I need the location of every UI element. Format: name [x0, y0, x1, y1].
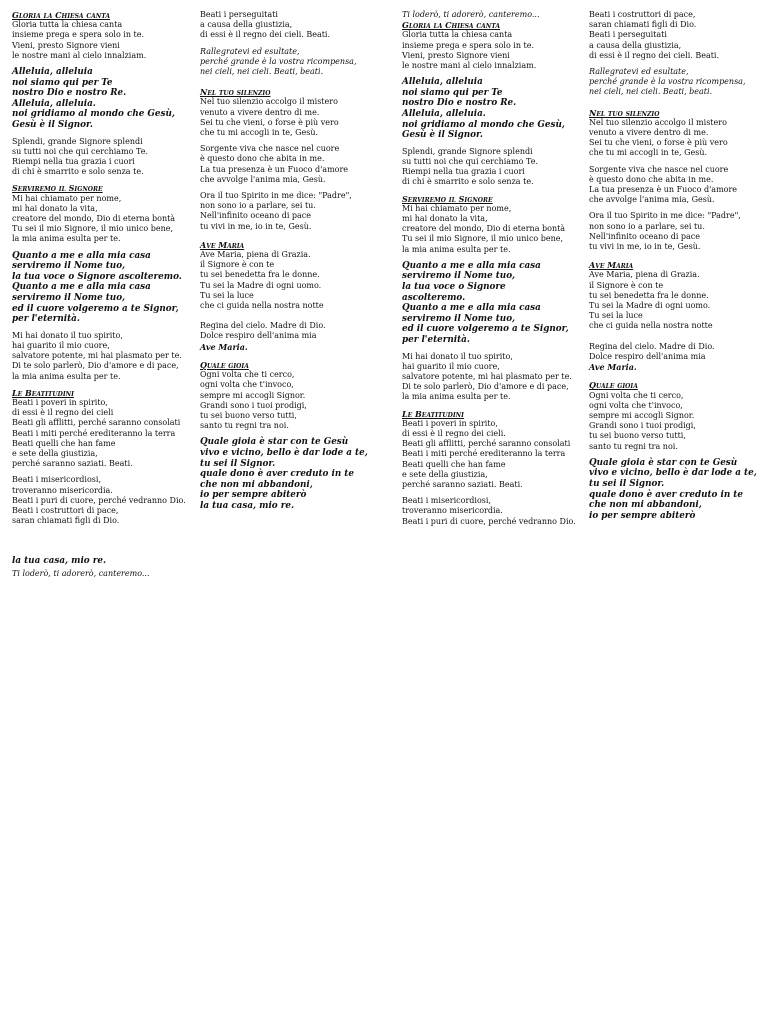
lyric-line: troveranno misericordia.: [402, 506, 503, 516]
refrain-line: vivo e vicino, bello è dar lode a te,: [589, 468, 757, 479]
lyric-line: Mi hai donato il tuo spirito,: [402, 351, 513, 361]
lyric-line: troveranno misericordia.: [12, 485, 113, 495]
stanza: [589, 342, 761, 373]
refrain-line: la tua voce o Signore: [402, 282, 506, 292]
lyric-line: Gloria tutta la chiesa canta: [402, 30, 513, 40]
refrain-line: Gesù è il Signor.: [402, 130, 483, 141]
song-ave-maria: [200, 240, 380, 311]
lyric-line: tu sei buono verso tutti,: [589, 431, 686, 441]
lyric-line: venuto a vivere dentro di me.: [589, 128, 709, 138]
lyric-line: Beati gli afflitti, perché saranno consolati: [402, 439, 571, 449]
lyric-line: è questo dono che abita in me.: [589, 174, 714, 184]
lyric-line: perché saranno saziati. Beati.: [12, 459, 133, 469]
lyric-line: Regina del cielo. Madre di Dio.: [589, 341, 715, 351]
refrain-line: la tua voce o Signore ascolteremo.: [12, 271, 182, 282]
refrain-line: Quanto a me e alla mia casa: [12, 282, 151, 293]
column-3: [402, 10, 580, 533]
lyric-line: tu sei benedetta fra le donne.: [200, 270, 320, 280]
refrain-line: che non mi abbandoni,: [200, 479, 313, 490]
refrain-line: che non mi abbandoni,: [589, 500, 702, 511]
lyric-line: a causa della giustizia,: [200, 20, 293, 30]
lyric-line: tu sei buono verso tutti,: [200, 410, 297, 420]
lyric-line: la mia anima esulta per te.: [12, 234, 121, 244]
song-title: Quale gioia: [589, 380, 638, 391]
lyric-line: Dolce respiro dell'anima mia: [200, 331, 317, 341]
refrain-line: Alleluia, alleluia.: [402, 109, 486, 119]
refrain-line: Quanto a me e alla mia casa: [402, 303, 541, 314]
stanza: [12, 331, 190, 382]
refrain-alleluia: [402, 77, 580, 141]
song-title: Ave Maria: [589, 260, 634, 271]
refrain-line: Quanto a me e alla mia casa: [402, 260, 541, 271]
lyric-line: Ave Maria, piena di Grazia.: [589, 270, 700, 280]
song-title: Gloria la Chiesa canta: [12, 10, 111, 20]
lyric-line: il Signore è con te: [200, 260, 275, 270]
lyric-line: tu vivi in me, io in te, Gesù.: [200, 221, 312, 231]
intro-line: Ti loderò, ti adorerò, canteremo...: [402, 10, 540, 19]
lyric-line: Ogni volta che ti cerco,: [589, 390, 684, 400]
lyric-line: Sei tu che vieni, o forse è più vero: [589, 138, 728, 148]
stanza: [402, 147, 580, 188]
lyric-line: Beati i costruttori di pace,: [12, 506, 119, 516]
stanza: [200, 10, 380, 41]
lyric-line: e sete della giustizia,: [12, 449, 98, 458]
lyric-line: Mi hai chiamato per nome,: [402, 203, 512, 213]
lyric-line: creatore del mondo, Dio di eterna bontà: [402, 224, 566, 234]
lyric-line: Vieni, presto Signore vieni: [402, 50, 510, 60]
lyric-line: su tutti noi che qui cerchiamo Te.: [402, 156, 538, 166]
song-title: Serviremo il Signore: [12, 183, 103, 194]
lyric-line: Rallegratevi ed esultate,: [589, 67, 689, 77]
lyric-line: insieme prega e spera solo in te.: [402, 40, 535, 50]
lyric-line: il Signore è con te: [589, 280, 664, 290]
lyric-line: Beati quelli che han fame: [402, 459, 506, 469]
song-title: Gloria la Chiesa canta: [402, 20, 501, 31]
refrain-line: nostro Dio e nostro Re.: [402, 98, 517, 109]
lyric-line: ogni volta che t'invoco,: [589, 400, 683, 410]
refrain-line: quale dono è aver creduto in te: [200, 469, 354, 480]
refrain-line: per l'eternità.: [402, 334, 470, 345]
lyric-line: mi hai donato la vita,: [12, 203, 98, 213]
refrain-line: noi siamo qui per Te: [12, 77, 113, 88]
lyric-line: Dolce respiro dell'anima mia: [589, 351, 706, 361]
song-title: Le Beatitudini: [12, 387, 74, 398]
stanza: [200, 144, 380, 185]
lyric-line: di chi è smarrito e solo senza te.: [402, 177, 534, 187]
lyric-line: Ave Maria.: [589, 362, 637, 373]
lyric-line: la mia anima esulta per te.: [402, 392, 511, 402]
refrain-line: la tua casa, mio re.: [200, 500, 295, 511]
refrain-line: tu sei il Signor.: [589, 478, 665, 489]
lyric-line: Ave Maria.: [200, 341, 248, 352]
tail-text: [12, 556, 212, 579]
refrain-line: serviremo il Nome tuo,: [402, 271, 516, 282]
lyric-line: Tu sei la luce: [589, 311, 643, 321]
lyric-line: Splendi, grande Signore splendi: [402, 146, 533, 156]
refrain-line: noi gridiamo al mondo che Gesù,: [12, 109, 175, 120]
lyric-line: le nostre mani al cielo innalziam.: [12, 50, 147, 60]
stanza: [589, 10, 761, 61]
tail-line: la tua casa, mio re.: [12, 556, 107, 566]
lyric-line: di essi è il regno dei cieli. Beati.: [589, 50, 720, 60]
refrain-line: nostro Dio e nostro Re.: [12, 88, 127, 99]
refrain-quale-gioia: [200, 437, 380, 511]
lyric-line: santo tu regni tra noi.: [589, 441, 678, 451]
lyric-line: Tu sei la luce: [200, 290, 254, 300]
stanza: [12, 137, 190, 178]
lyric-line: saran chiamati figli di Dio.: [12, 516, 120, 526]
lyric-line: di essi è il regno dei cieli: [12, 408, 114, 418]
lyric-line: La tua presenza è un Fuoco d'amore: [200, 164, 349, 174]
lyric-line: di essi è il regno dei cieli. Beati.: [200, 30, 331, 40]
lyric-line: perché grande è la vostra ricompensa,: [200, 56, 357, 66]
lyric-line: Beati i perseguitati: [200, 10, 278, 19]
lyric-line: Riempi nella tua grazia i cuori: [402, 167, 525, 177]
lyric-line: ogni volta che t'invoco,: [200, 380, 294, 390]
stanza: [12, 475, 190, 526]
lyric-line: Ave Maria, piena di Grazia.: [200, 250, 311, 260]
lyric-line: che avvolge l'anima mia, Gesù.: [589, 195, 715, 205]
lyric-line: Regina del cielo. Madre di Dio.: [200, 321, 326, 331]
lyric-line: Beati i puri di cuore, perché vedranno Dio.: [12, 495, 186, 505]
lyric-line: nei cieli, nei cieli. Beati, beati.: [200, 67, 324, 77]
lyric-line: Beati i poveri in spirito,: [12, 397, 108, 407]
lyric-line: Ogni volta che ti cerco,: [200, 370, 295, 380]
lyric-line: Tu sei la Madre di ogni uomo.: [200, 280, 322, 290]
lyric-line: nei cieli, nei cieli. Beati, beati.: [589, 87, 713, 97]
song-serviremo: [12, 183, 190, 244]
lyric-line: non sono io a parlare, sei tu.: [589, 221, 705, 231]
lyric-line: venuto a vivere dentro di me.: [200, 107, 320, 117]
lyric-line: tu sei benedetta fra le donne.: [589, 290, 709, 300]
song-title: Nel tuo silenzio: [200, 87, 271, 98]
lyric-line: che avvolge l'anima mia, Gesù.: [200, 174, 326, 184]
refrain-line: serviremo il Nome tuo,: [12, 261, 126, 272]
stanza: [589, 211, 761, 252]
lyric-line: Tu sei il mio Signore, il mio unico bene,: [12, 224, 174, 234]
refrain-line: vivo e vicino, bello è dar lode a te,: [200, 447, 368, 458]
lyric-line: perché saranno saziati. Beati.: [402, 480, 523, 489]
stanza: [402, 496, 580, 527]
lyric-line: Gloria tutta la chiesa canta: [12, 20, 123, 30]
refrain-line: noi siamo qui per Te: [402, 87, 503, 98]
lyric-line: di essi è il regno dei cieli.: [402, 428, 506, 438]
lyric-line: Nell'infinito oceano di pace: [589, 231, 701, 241]
refrain-quanto: [402, 261, 580, 346]
lyric-line: Grandi sono i tuoi prodigi,: [200, 400, 307, 410]
stanza-rallegratevi: [589, 67, 761, 98]
lyric-line: mi hai donato la vita,: [402, 214, 488, 223]
song-title: Serviremo il Signore: [402, 193, 493, 204]
lyric-line: Sorgente viva che nasce nel cuore: [200, 144, 340, 154]
lyric-line: non sono io a parlare, sei tu.: [200, 201, 316, 211]
song-beatitudini: [402, 409, 580, 491]
refrain-line: Quale gioia è star con te Gesù: [200, 437, 349, 448]
column-1: [12, 10, 190, 532]
lyric-line: Beati i puri di cuore, perché vedranno Dio.: [402, 516, 576, 526]
lyric-line: Grandi sono i tuoi prodigi,: [589, 421, 696, 431]
lyric-line: Beati quelli che han fame: [12, 438, 116, 448]
song-title: Ave Maria: [200, 239, 245, 250]
column-4: [589, 10, 761, 527]
lyric-line: Vieni, presto Signore vieni: [12, 40, 120, 50]
lyric-line: Di te solo parlerò, Dio d'amore e di pace,: [12, 361, 179, 371]
lyric-line: di chi è smarrito e solo senza te.: [12, 167, 144, 177]
stanza: [402, 352, 580, 403]
lyric-line: e sete della giustizia,: [402, 469, 488, 479]
song-ave-maria: [589, 260, 761, 331]
song-nel-tuo-silenzio: [589, 108, 761, 159]
lyric-line: La tua presenza è un Fuoco d'amore: [589, 185, 738, 195]
refrain-line: ed il cuore volgeremo a te Signor,: [402, 324, 569, 335]
lyric-line: creatore del mondo, Dio di eterna bontà: [12, 214, 176, 223]
lyric-line: Di te solo parlerò, Dio d'amore e di pace,: [402, 382, 569, 392]
lyric-line: Beati i poveri in spirito,: [402, 418, 498, 428]
lyric-line: Beati i perseguitati: [589, 30, 667, 40]
refrain-line: io per sempre abiterò: [200, 490, 307, 501]
stanza-rallegratevi: [200, 47, 380, 78]
song-title: Le Beatitudini: [402, 408, 464, 419]
refrain-line: Alleluia, alleluia: [12, 67, 93, 78]
lyric-line: Beati i misericordiosi,: [12, 475, 101, 485]
lyric-line: hai guarito il mio cuore,: [402, 361, 500, 371]
refrain-line: serviremo il Nome tuo,: [402, 313, 516, 324]
song-nel-tuo-silenzio: [200, 87, 380, 138]
lyric-line: che ci guida nella nostra notte: [200, 301, 324, 311]
lyric-line: è questo dono che abita in me.: [200, 154, 325, 164]
song-beatitudini: [12, 388, 190, 470]
lyric-line: Nell'infinito oceano di pace: [200, 211, 312, 221]
refrain-line: noi gridiamo al mondo che Gesù,: [402, 119, 565, 130]
refrain-line: Alleluia, alleluia: [402, 77, 483, 88]
song-serviremo: [402, 194, 580, 255]
refrain-quale-gioia: [589, 458, 761, 522]
refrain-line: quale dono è aver creduto in te: [589, 489, 743, 500]
song-quale-gioia: [589, 380, 761, 451]
refrain-quanto: [12, 251, 190, 325]
tail-line: Ti loderò, ti adorerò, canteremo...: [12, 569, 150, 578]
lyric-line: Beati i miti perché erediteranno la terra: [402, 449, 566, 459]
lyric-line: che ci guida nella nostra notte: [589, 321, 713, 331]
lyric-line: Splendi, grande Signore splendi: [12, 136, 143, 146]
refrain-line: ed il cuore volgeremo a te Signor,: [12, 303, 179, 314]
song-title: Quale gioia: [200, 359, 249, 370]
refrain-line: tu sei il Signor.: [200, 458, 276, 469]
lyric-line: Nel tuo silenzio accolgo il mistero: [589, 117, 727, 127]
refrain-line: serviremo il Nome tuo,: [12, 292, 126, 303]
lyric-line: Sei tu che vieni, o forse è più vero: [200, 117, 339, 127]
lyric-line: Beati i miti perché erediteranno la terra: [12, 428, 176, 438]
lyric-line: Sorgente viva che nasce nel cuore: [589, 164, 729, 174]
refrain-alleluia: [12, 67, 190, 131]
refrain-line: ascolteremo.: [402, 292, 466, 303]
lyric-line: salvatore potente, mi hai plasmato per te.: [12, 351, 182, 361]
lyric-line: hai guarito il mio cuore,: [12, 340, 110, 350]
refrain-line: Quanto a me e alla mia casa: [12, 250, 151, 261]
lyric-line: che tu mi accogli in te, Gesù.: [200, 128, 319, 138]
song-gloria: [402, 20, 580, 71]
lyric-line: Ora il tuo Spirito in me dice: "Padre",: [589, 211, 741, 221]
refrain-line: per l'eternità.: [12, 314, 80, 325]
lyric-line: a causa della giustizia,: [589, 40, 682, 50]
refrain-line: Alleluia, alleluia.: [12, 98, 96, 109]
lyric-line: Beati i misericordiosi,: [402, 496, 491, 506]
lyric-line: Tu sei la Madre di ogni uomo.: [589, 301, 711, 311]
lyric-line: saran chiamati figli di Dio.: [589, 20, 697, 30]
lyric-line: Beati gli afflitti, perché saranno consolati: [12, 418, 181, 428]
lyric-line: Rallegratevi ed esultate,: [200, 46, 300, 56]
stanza: [200, 321, 380, 352]
lyric-line: santo tu regni tra noi.: [200, 421, 289, 431]
lyric-line: tu vivi in me, io in te, Gesù.: [589, 242, 701, 252]
song-quale-gioia: [200, 360, 380, 431]
lyric-line: la mia anima esulta per te.: [402, 244, 511, 254]
lyric-line: sempre mi accogli Signor.: [589, 410, 695, 420]
lyric-line: Riempi nella tua grazia i cuori: [12, 156, 135, 166]
refrain-line: io per sempre abiterò: [589, 510, 696, 521]
lyric-line: Ora il tuo Spirito in me dice: "Padre",: [200, 191, 352, 201]
lyric-line: Mi hai chiamato per nome,: [12, 193, 122, 203]
song-gloria: [12, 10, 190, 61]
lyric-line: su tutti noi che qui cerchiamo Te.: [12, 146, 148, 156]
stanza: [589, 165, 761, 206]
lyric-line: Tu sei il mio Signore, il mio unico bene,: [402, 234, 564, 244]
lyric-line: insieme prega e spera solo in te.: [12, 30, 145, 40]
lyric-line: Nel tuo silenzio accolgo il mistero: [200, 97, 338, 107]
column-2: [200, 10, 380, 517]
lyric-line: Mi hai donato il tuo spirito,: [12, 330, 123, 340]
lyric-line: sempre mi accogli Signor.: [200, 390, 306, 400]
song-title: Nel tuo silenzio: [589, 107, 660, 118]
lyric-line: Beati i costruttori di pace,: [589, 10, 696, 19]
lyric-line: perché grande è la vostra ricompensa,: [589, 77, 746, 87]
refrain-line: Quale gioia è star con te Gesù: [589, 457, 738, 468]
lyric-line: la mia anima esulta per te.: [12, 371, 121, 381]
stanza: [200, 191, 380, 232]
lyric-line: che tu mi accogli in te, Gesù.: [589, 148, 708, 158]
lyric-line: le nostre mani al cielo innalziam.: [402, 61, 537, 71]
lyric-line: salvatore potente, mi hai plasmato per te.: [402, 371, 572, 381]
refrain-line: Gesù è il Signor.: [12, 119, 93, 130]
